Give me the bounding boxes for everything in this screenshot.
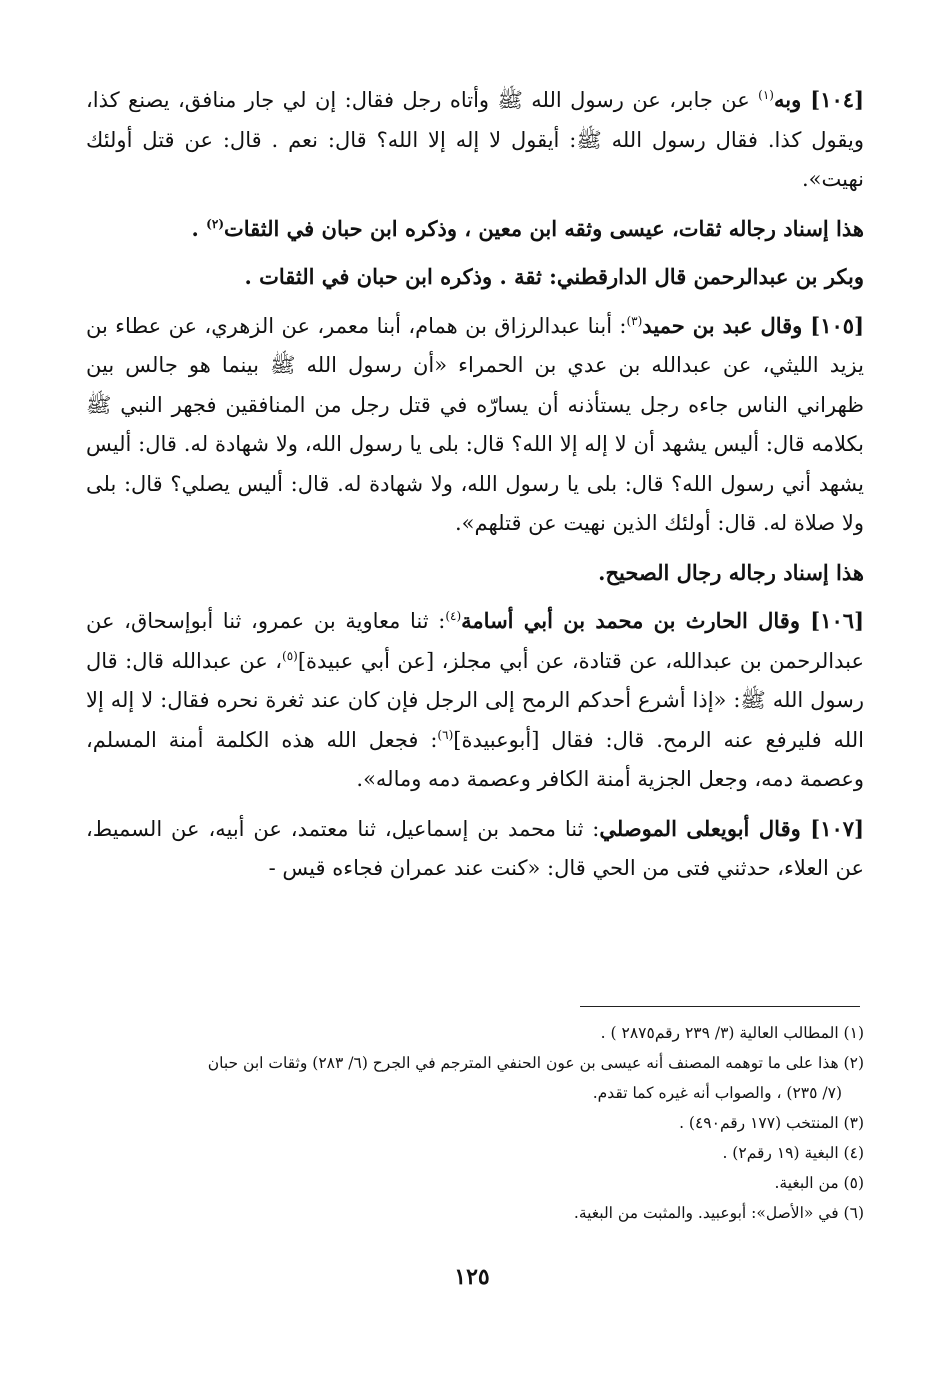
hadith-107 [86,809,864,889]
commentary-104-b [86,257,864,297]
hadith-104-text: عن جابر، عن رسول الله ﷺ وأتاه رجل فقال: إن لي جار منافق، يصنع كذا، ويقول كذا. فقال رسول الله ﷺ: أيقول لا إله إلا الله؟ قال: نعم . قال: عن قتل أولئك نهيت». [86,88,864,191]
hadith-104-lead: [١٠٤] وبه [773,87,864,112]
footnote-ref-1: (١) [758,88,774,102]
commentary-105 [86,553,864,593]
commentary-105-text: هذا إسناد رجاله رجال الصحيح. [598,559,864,585]
hadith-104 [86,80,864,200]
footnotes [86,1018,864,1228]
footnote-ref-5: (٥) [282,648,298,663]
footnote-1: (١) المطالب العالية (٣/ ٢٣٩ رقم٢٨٧٥ ) . [600,1024,864,1042]
footnote-ref-3: (٣) [626,313,643,328]
hadith-106-text: : ثنا معاوية بن عمرو، ثنا أبوإسحاق، عن عبدالرحمن بن عبدالله، عن قتادة، عن أبي مجلز، [عن أبي عبيدة] [86,609,864,673]
hadith-105 [86,306,864,544]
footnote-4: (٤) البغية (١٩ رقم٢) . [722,1144,864,1162]
hadith-106-text-2: ، عن عبدالله قال: قال رسول الله ﷺ: «إذا أشرع أحدكم الرمح إلى الرجل فإن كان عند ثغرة نحره فقال: لا إله إلا الله فليرفع عنه الرمح. قال: فقال [أبوعبيدة] [86,648,864,752]
page-body [86,80,864,898]
hadith-106-lead: [١٠٦] وقال الحارث بن محمد بن أبي أسامة [461,608,864,633]
hadith-106 [86,601,864,800]
commentary-104-a-end: . [191,215,207,241]
commentary-104-b-text: وبكر بن عبدالرحمن قال الدارقطني: ثقة . وذكره ابن حبان في الثقات . [244,264,864,289]
footnote-3: (٣) المنتخب (١٧٧ رقم٤٩٠) . [679,1114,864,1132]
commentary-104-a-text: هذا إسناد رجاله ثقات، عيسى وثقه ابن معين ، وذكره ابن حبان في الثقات [224,215,864,241]
footnote-2: (٢) هذا على ما توهمه المصنف أنه عيسى بن عون الحنفي المترجم في الجرح (٦/ ٢٨٣) وثقات ابن حبان [207,1054,864,1072]
hadith-107-lead: [١٠٧] وقال أبويعلى الموصلي [599,815,864,841]
hadith-105-text: : أبنا عبدالرزاق بن همام، أبنا معمر، عن الزهري، عن عطاء بن يزيد الليثي، عن عبدالله بن عدي بن الحمراء «أن رسول الله ﷺ بينما هو جالس بين ظهراني الناس جاءه رجل يستأذنه أن يسارّه في قتل رجل من المنافقين فجهر النبي ﷺ بكلامه قال: أليس يشهد أن لا إله إلا الله؟ قال: بلى يا رسول الله، ولا شهادة له. قال: أليس يشهد أني رسول الله؟ قال: بلى يا رسول الله، ولا شهادة له. قال: أليس يصلي؟ قال: بلى ولا صلاة له. قال: أولئك الذين نهيت عن قتلهم». [86,313,864,535]
footnote-ref-2: (٢) [206,216,224,231]
footnote-separator [580,1006,860,1007]
hadith-105-lead: [١٠٥] وقال عبد بن حميد [642,312,865,338]
footnote-2-cont: (٧/ ٢٣٥) ، والصواب أنه غيره كما تقدم. [592,1084,842,1102]
commentary-104-a [86,209,864,249]
footnote-6: (٦) في «الأصل»: أبوعبيد. والمثبت من البغية. [573,1204,864,1222]
footnote-5: (٥) من البغية. [774,1174,864,1192]
page-number: ١٢٥ [454,1264,490,1290]
hadith-106-text-3: : فجعل الله هذه الكلمة أمنة المسلم، وعصمة دمه، وجعل الجزية أمنة الكافر وعصمة دمه وماله». [86,727,864,791]
footnote-ref-6: (٦) [437,727,454,742]
hadith-107-text: : ثنا محمد بن إسماعيل، ثنا معتمد، عن أبيه، عن السميط، عن العلاء، حدثني فتى من الحي قال: «كنت عند عمران فجاءه قيس - [86,816,864,880]
footnote-ref-4: (٤) [445,609,462,623]
